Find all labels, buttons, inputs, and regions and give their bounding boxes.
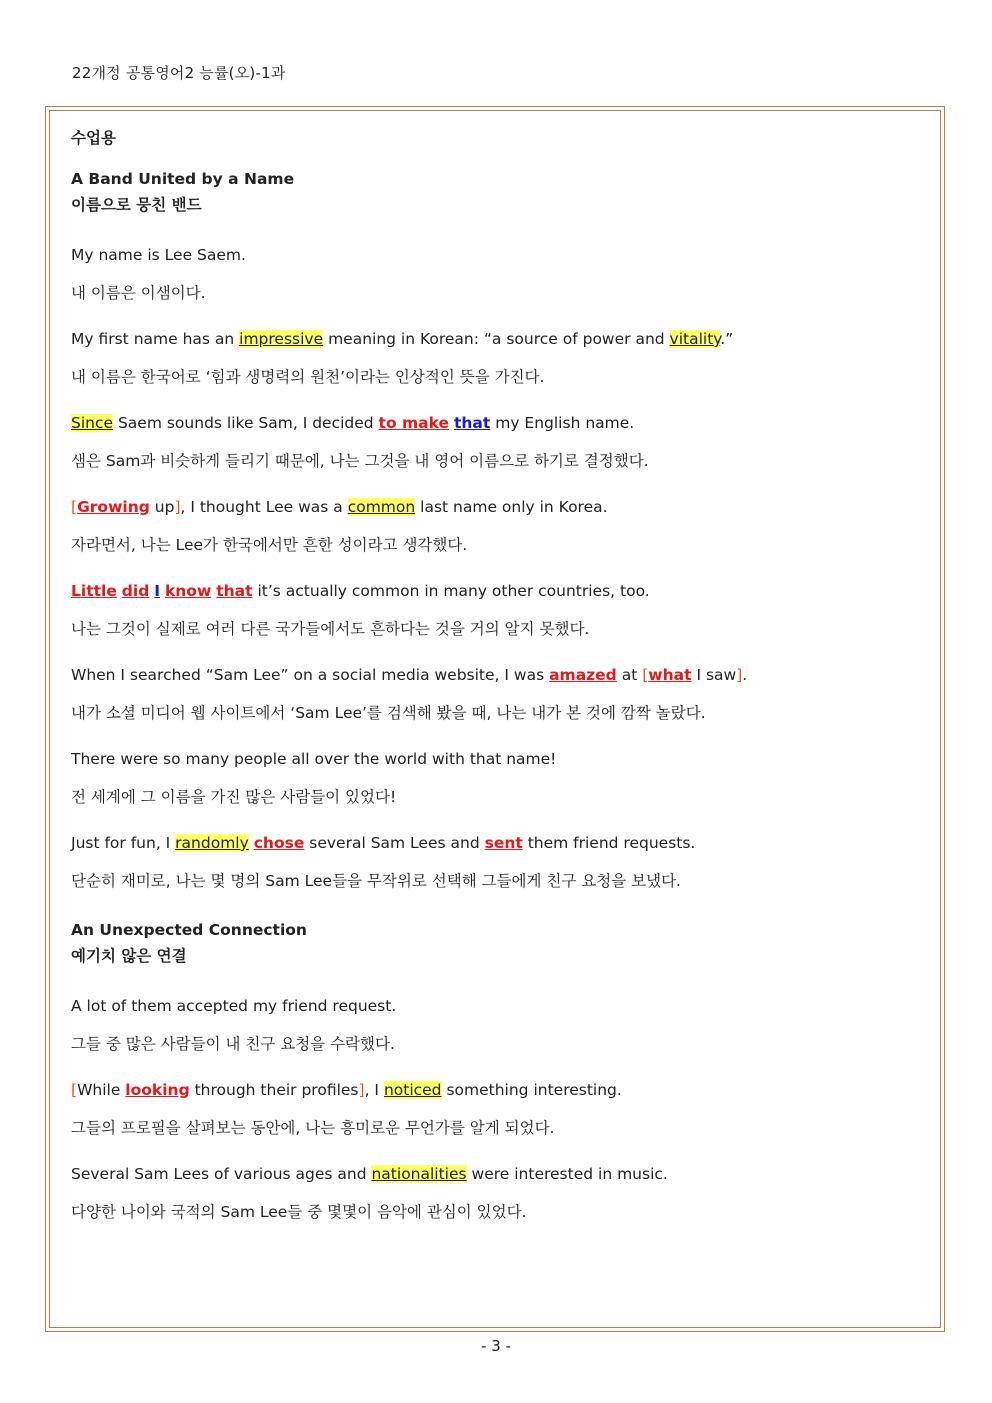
phrase-bracket: [: [71, 498, 78, 516]
grammar-point: know: [164, 582, 212, 600]
phrase-bracket: [: [71, 1081, 78, 1099]
english-sentence: [71, 329, 921, 349]
text-segment: .”: [720, 330, 734, 348]
highlighted-vocab: randomly: [175, 834, 249, 852]
korean-translation: 다양한 나이와 국적의 Sam Lee들 중 몇몇이 음악에 관심이 있었다.: [71, 1203, 527, 1221]
sentence-pair-11: [71, 1164, 921, 1222]
korean-translation: 전 세계에 그 이름을 가진 많은 사람들이 있었다!: [71, 788, 397, 806]
english-sentence: There were so many people all over the world with that name!: [71, 750, 557, 768]
text-segment: up: [149, 498, 175, 516]
korean-translation: 샘은 Sam과 비슷하게 들리기 때문에, 나는 그것을 내 영어 이름으로 하기로 결정했다.: [71, 452, 649, 470]
grammar-point: looking: [125, 1081, 190, 1099]
highlighted-vocab: common: [347, 498, 416, 516]
english-sentence: [71, 497, 921, 517]
english-sentence: [71, 665, 921, 685]
text-segment: meaning in Korean: “a source of power and: [323, 330, 670, 348]
text-segment: at: [616, 666, 643, 684]
english-sentence: [71, 1080, 921, 1100]
highlighted-vocab: noticed: [383, 1081, 442, 1099]
korean-translation: 내 이름은 이샘이다.: [71, 284, 206, 302]
highlighted-vocab: Since: [71, 414, 114, 432]
english-sentence: A lot of them accepted my friend request.: [71, 997, 397, 1015]
korean-translation: 내가 소셜 미디어 웹 사이트에서 ‘Sam Lee’를 검색해 봤을 때, 나는 내가 본 것에 깜짝 놀랐다.: [71, 704, 706, 722]
section-title-ko: 이름으로 뭉친 밴드: [71, 196, 202, 214]
sentence-pair-8: [71, 833, 921, 891]
english-sentence: [71, 1164, 921, 1184]
section-title-ko: 예기치 않은 연결: [71, 947, 187, 965]
grammar-point: that: [216, 582, 253, 600]
text-segment: were interested in music.: [466, 1165, 668, 1183]
sentence-pair-1: [71, 245, 921, 303]
text-segment: While: [77, 1081, 126, 1099]
grammar-point: did: [121, 582, 150, 600]
text-segment: When I searched “Sam Lee” on a social media website, I was: [71, 666, 550, 684]
highlighted-vocab: nationalities: [371, 1165, 467, 1183]
text-segment: .: [742, 666, 748, 684]
sentence-pair-5: [71, 581, 921, 639]
text-segment: them friend requests.: [522, 834, 696, 852]
text-segment: several Sam Lees and: [304, 834, 485, 852]
phrase-bracket: [: [642, 666, 649, 684]
sentence-pair-2: [71, 329, 921, 387]
text-segment: my English name.: [490, 414, 635, 432]
sentence-pair-3: [71, 413, 921, 471]
text-segment: Just for fun, I: [71, 834, 176, 852]
korean-translation: 그들 중 많은 사람들이 내 친구 요청을 수락했다.: [71, 1035, 395, 1053]
korean-translation: 내 이름은 한국어로 ‘힘과 생명력의 원천’이라는 인상적인 뜻을 가진다.: [71, 368, 545, 386]
grammar-point-object: that: [453, 414, 491, 432]
section-title-en: An Unexpected Connection: [71, 921, 307, 939]
text-segment: something interesting.: [441, 1081, 622, 1099]
sentence-pair-6: [71, 665, 921, 723]
grammar-point: amazed: [549, 666, 617, 684]
section-heading-1: [71, 166, 921, 218]
text-segment: through their profiles: [189, 1081, 359, 1099]
korean-translation: 단순히 재미로, 나는 몇 명의 Sam Lee들을 무작위로 선택해 그들에게 친구 요청을 보냈다.: [71, 872, 681, 890]
english-sentence: [71, 581, 921, 601]
english-sentence: My name is Lee Saem.: [71, 246, 246, 264]
page-number: - 3 -: [481, 1337, 511, 1355]
text-segment: My first name has an: [71, 330, 240, 348]
grammar-point: Little: [71, 582, 117, 600]
sentence-pair-7: [71, 749, 921, 807]
text-segment: last name only in Korea.: [415, 498, 608, 516]
section-title-en: A Band United by a Name: [71, 170, 295, 188]
korean-translation: 나는 그것이 실제로 여러 다른 국가들에서도 흔하다는 것을 거의 알지 못했다.: [71, 620, 590, 638]
text-segment: , I: [364, 1081, 384, 1099]
grammar-point: chose: [253, 834, 305, 852]
english-sentence: [71, 833, 921, 853]
text-segment: , I thought Lee was a: [180, 498, 348, 516]
grammar-point: what: [648, 666, 692, 684]
sentence-pair-4: [71, 497, 921, 555]
sentence-pair-9: [71, 996, 921, 1054]
phrase-bracket: ]: [736, 666, 743, 684]
phrase-bracket: ]: [358, 1081, 365, 1099]
grammar-point: Growing: [77, 498, 150, 516]
sentence-pair-10: [71, 1080, 921, 1138]
section-heading-2: [71, 917, 921, 969]
text-segment: it’s actually common in many other countries, too.: [252, 582, 650, 600]
text-segment: Saem sounds like Sam, I decided: [113, 414, 379, 432]
grammar-point: to make: [378, 414, 450, 432]
highlighted-vocab: impressive: [239, 330, 324, 348]
korean-translation: 그들의 프로필을 살펴보는 동안에, 나는 흥미로운 무언가를 알게 되었다.: [71, 1119, 555, 1137]
korean-translation: 자라면서, 나는 Lee가 한국에서만 흔한 성이라고 생각했다.: [71, 536, 468, 554]
lesson-content: [71, 126, 921, 1248]
highlighted-vocab: vitality: [669, 330, 721, 348]
text-segment: I saw: [691, 666, 737, 684]
grammar-point: sent: [484, 834, 523, 852]
phrase-bracket: ]: [174, 498, 181, 516]
document-header-title: 22개정 공통영어2 능률(오)-1과: [72, 64, 286, 82]
english-sentence: [71, 413, 921, 433]
text-segment: Several Sam Lees of various ages and: [71, 1165, 372, 1183]
class-use-label: 수업용: [71, 129, 116, 147]
grammar-point-subject: I: [154, 582, 161, 600]
